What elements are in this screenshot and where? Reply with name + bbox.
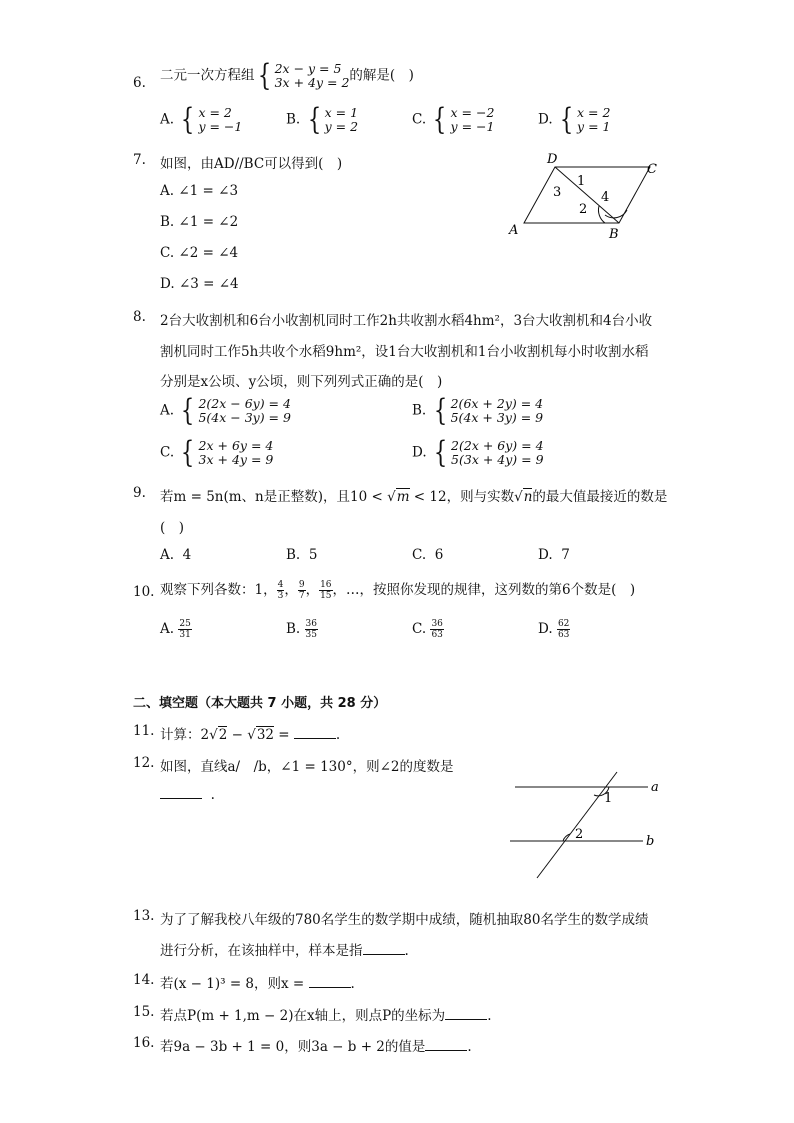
q8-option-a[interactable]: A. { 2(2x − 6y) = 4 5(4x − 3y) = 9: [160, 393, 291, 428]
answer-blank[interactable]: [294, 726, 336, 739]
denominator: 63: [557, 630, 570, 640]
q6-eq2: 3x + 4y = 2: [274, 75, 350, 90]
q12-number: 12.: [133, 755, 155, 771]
q8-option-b[interactable]: B. { 2(6x + 2y) = 4 5(4x + 3y) = 9: [412, 393, 544, 428]
option-text: 6: [434, 547, 444, 563]
q6-option-a[interactable]: A. { x = 2 y = −1: [160, 102, 243, 137]
label-A: A: [509, 223, 519, 238]
q12-answer-line: [160, 786, 215, 803]
numerator: 25: [179, 619, 191, 629]
q14-text: 若(x − 1)³ = 8，则x =: [160, 976, 309, 992]
q8-line1: 2台大收割机和6台小收割机同时工作2h共收割水稻4hm²，3台大收割机和4台小收: [160, 313, 653, 329]
q11-radicand-1: 2: [218, 727, 228, 743]
q6-stem: [160, 58, 414, 93]
option-label: B.: [286, 111, 301, 128]
option-line: y = −1: [450, 119, 495, 134]
option-text: ∠1 = ∠3: [178, 183, 239, 199]
q7-parallelogram-figure: [505, 150, 665, 245]
option-label: C.: [412, 547, 427, 563]
option-label: C.: [412, 621, 427, 637]
q10-option-c[interactable]: [412, 619, 444, 640]
q9-option-d[interactable]: [538, 547, 570, 563]
q11-stem: 计算：2√2 − √32 = .: [160, 727, 341, 743]
q9-option-b[interactable]: [286, 547, 317, 563]
option-line: x = −2: [450, 105, 495, 120]
option-line: x = 1: [324, 105, 359, 120]
q8-line3: 分别是x公顷、y公顷，则下列列式正确的是( ): [160, 374, 443, 390]
answer-blank[interactable]: [445, 1007, 487, 1020]
option-label: A.: [160, 111, 175, 128]
option-line: 2(2x + 6y) = 4: [451, 438, 544, 453]
numerator: 16: [320, 580, 332, 590]
q8-number: 8.: [133, 309, 146, 325]
label-C: C: [647, 162, 657, 177]
option-line: 5(4x − 3y) = 9: [198, 410, 291, 425]
option-label: B.: [160, 214, 175, 230]
fraction: [430, 619, 443, 640]
q6-eq1: 2x − y = 5: [274, 61, 342, 76]
q7-option-b[interactable]: [160, 214, 238, 230]
option-label: C.: [160, 444, 175, 461]
option-line: y = 2: [324, 119, 359, 134]
q6-text-before: 二元一次方程组: [160, 67, 255, 84]
q6-option-b[interactable]: B. { x = 1 y = 2: [286, 102, 359, 137]
q16-text: 若9a − 3b + 1 = 0，则3a − b + 2的值是: [160, 1039, 426, 1055]
fraction: [305, 619, 318, 640]
numerator: 4: [277, 580, 284, 590]
q10-option-d[interactable]: [538, 619, 570, 640]
fraction: [298, 580, 306, 601]
q9-radicand-n: n: [523, 489, 533, 505]
q6-system: { 2x − y = 5 3x + 4y = 2: [257, 58, 350, 93]
answer-blank[interactable]: [363, 942, 405, 955]
option-label: D.: [538, 111, 553, 128]
numerator: 36: [305, 619, 317, 629]
option-line: 2(2x − 6y) = 4: [198, 396, 291, 411]
q13-line2-text: 进行分析，在该抽样中，样本是指: [160, 943, 363, 959]
fraction: [277, 580, 285, 601]
q11-radicand-2: 32: [256, 727, 274, 743]
q16-tail: .: [467, 1039, 472, 1055]
q8-line2: 割机同时工作5h共收个水稻9hm²，设1台大收割机和1台小收割机每小时收割水稻: [160, 344, 649, 360]
numerator: 62: [557, 619, 570, 629]
angle-label-3: 3: [553, 185, 562, 200]
fraction: [557, 619, 570, 640]
option-line: 3x + 4y = 9: [198, 452, 274, 467]
option-label: D.: [538, 547, 553, 563]
q9-radicand-m: m: [396, 489, 410, 505]
option-line: 2x + 6y = 4: [198, 438, 274, 453]
q9-line2: ( ): [160, 520, 185, 536]
label-B: B: [609, 227, 619, 242]
q8-option-c[interactable]: C. { 2x + 6y = 4 3x + 4y = 9: [160, 435, 274, 470]
q13-line2: [160, 939, 409, 959]
option-label: B.: [412, 402, 427, 419]
q10-number: 10.: [133, 584, 155, 600]
transversal: [537, 772, 617, 878]
label-D: D: [547, 152, 558, 167]
q7-stem: 如图，由AD//BC可以得到( ): [160, 156, 343, 172]
q10-stem: 观察下列各数：1， $\frac{4}{3}$ ， $\frac{9}{7}$ ， $\frac{16}{15}$ ，…，按照你发现的规律，这列数的第6个数是( ): [160, 580, 636, 601]
q12-tail: .: [210, 787, 215, 803]
fraction: [319, 580, 332, 601]
numerator: 36: [431, 619, 443, 629]
option-label: A.: [160, 621, 175, 637]
angle-label-2: 2: [579, 202, 588, 217]
label-a: a: [651, 780, 659, 795]
option-label: A.: [160, 402, 175, 419]
q6-text-after: 的解是( ): [349, 67, 414, 84]
option-line: y = −1: [198, 119, 243, 134]
q12-parallel-lines-figure: [505, 770, 665, 882]
q12-stem: 如图，直线a/ /b，∠1 = 130°，则∠2的度数是: [160, 759, 454, 775]
option-text: ∠1 = ∠2: [178, 214, 239, 230]
option-line: 2(6x + 2y) = 4: [450, 396, 544, 411]
q10-option-a[interactable]: [160, 619, 192, 640]
angle-label-2: 2: [575, 827, 584, 842]
denominator: 15: [320, 591, 332, 601]
q15-number: 15.: [133, 1004, 155, 1020]
angle-label-4: 4: [601, 190, 610, 205]
q7-option-c[interactable]: [160, 245, 238, 261]
option-line: x = 2: [198, 105, 232, 120]
option-label: D.: [412, 444, 427, 461]
answer-blank[interactable]: [160, 786, 202, 799]
q10-option-b[interactable]: [286, 619, 318, 640]
q14-stem: [160, 972, 355, 992]
q13-line1: 为了了解我校八年级的780名学生的数学期中成绩，随机抽取80名学生的数学成绩: [160, 912, 649, 928]
denominator: 35: [305, 630, 317, 640]
angle-label-1: 1: [577, 174, 586, 189]
denominator: 7: [298, 591, 305, 601]
option-label: C.: [160, 245, 175, 261]
option-text: ∠3 = ∠4: [178, 276, 239, 292]
answer-blank[interactable]: [309, 975, 351, 988]
q16-stem: [160, 1035, 472, 1055]
q15-tail: .: [487, 1008, 492, 1024]
option-label: A.: [160, 547, 175, 563]
denominator: 3: [277, 591, 284, 601]
option-line: y = 1: [577, 119, 611, 134]
q9-text-3: 的最大值最接近的数是: [532, 489, 668, 505]
section-heading-fill-in: 二、填空题（本大题共 7 小题，共 28 分）: [133, 696, 387, 711]
q8-option-d[interactable]: D. { 2(2x + 6y) = 4 5(3x + 4y) = 9: [412, 435, 544, 470]
q9-number: 9.: [133, 485, 146, 501]
option-line: 5(3x + 4y) = 9: [451, 452, 544, 467]
q13-number: 13.: [133, 908, 155, 924]
q14-tail: .: [350, 976, 355, 992]
q9-stem: 若m = 5n(m、n是正整数)，且10 < √m < 12，则与实数√n的最大值最接近的数是: [160, 489, 668, 505]
q15-stem: [160, 1004, 491, 1024]
q16-number: 16.: [133, 1035, 155, 1051]
option-line: x = 2: [577, 105, 611, 120]
q6-option-c[interactable]: C. { x = −2 y = −1: [412, 102, 495, 137]
numerator: 9: [298, 580, 305, 590]
denominator: 31: [179, 630, 191, 640]
option-label: B.: [286, 621, 301, 637]
q7-option-d[interactable]: [160, 276, 239, 292]
q11-minus: −: [227, 727, 248, 743]
option-text: 5: [308, 547, 318, 563]
q6-option-d[interactable]: D. { x = 2 y = 1: [538, 102, 611, 137]
q9-option-a[interactable]: [160, 547, 191, 563]
q11-number: 11.: [133, 723, 155, 739]
option-label: A.: [160, 183, 175, 199]
option-line: 5(4x + 3y) = 9: [450, 410, 544, 425]
option-label: C.: [412, 111, 427, 128]
q7-number: 7.: [133, 152, 146, 168]
option-label: B.: [286, 547, 301, 563]
q15-text: 若点P(m + 1,m − 2)在x轴上，则点P的坐标为: [160, 1008, 446, 1024]
option-label: D.: [160, 276, 175, 292]
answer-blank[interactable]: [425, 1038, 467, 1051]
q10-text-2: ，…，按照你发现的规律，这列数的第6个数是( ): [332, 582, 636, 598]
option-text: ∠2 = ∠4: [178, 245, 239, 261]
label-b: b: [646, 834, 655, 849]
option-label: D.: [538, 621, 553, 637]
denominator: 63: [431, 630, 443, 640]
q11-equals: =: [274, 727, 294, 743]
q14-number: 14.: [133, 972, 155, 988]
q7-option-a[interactable]: [160, 183, 238, 199]
fraction: [178, 619, 191, 640]
q10-text-1: 观察下列各数：1，: [160, 582, 277, 598]
q6-number: 6.: [133, 75, 146, 91]
angle-label-1: 1: [604, 791, 613, 806]
option-text: 7: [561, 547, 570, 563]
q9-text-1: 若m = 5n(m、n是正整数)，且10 <: [160, 489, 388, 505]
q9-option-c[interactable]: [412, 547, 443, 563]
q13-tail: .: [404, 943, 409, 959]
option-text: 4: [182, 547, 192, 563]
q11-text-1: 计算：2: [160, 727, 210, 743]
q9-text-2: < 12，则与实数: [409, 489, 515, 505]
